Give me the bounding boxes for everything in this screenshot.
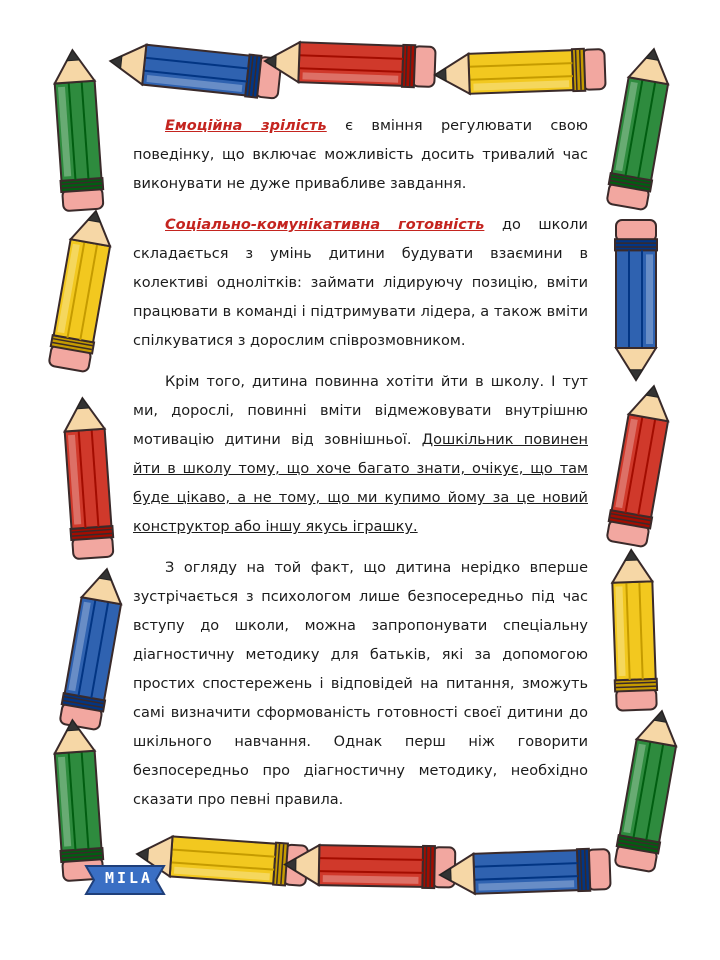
badge-label: MILA [104, 869, 154, 887]
pencil-right-1-green [605, 46, 674, 211]
pencil-right-5-green [613, 708, 682, 873]
paragraph-emotional-maturity [133, 112, 588, 199]
underlined-statement: Дошкільник повинен йти в школу тому, що хоче багато знати, очікує, що там буде цікаво, а не тому, що ми купимо йому за це новий конструктор або іншу якусь іграшку. [133, 432, 588, 535]
term-social-readiness: Соціально-комунікативна готовність [165, 217, 485, 233]
pencil-left-3-red [61, 397, 114, 560]
pencil-left-5-green [51, 719, 104, 882]
pencil-bottom-2-red [285, 844, 456, 889]
pencil-right-3-red [605, 383, 674, 548]
document-body [133, 112, 588, 827]
pencil-top-3-yellow [434, 48, 605, 96]
paragraph-text: є вміння регулювати свою поведінку, що включає можливість досить тривалий час виконувати не дуже привабливе завдання. [133, 118, 588, 192]
term-emotional-maturity: Емоційна зрілість [165, 118, 327, 134]
paragraph-text: Крім того, дитина повинна хотіти йти в школу. І тут ми, дорослі, повинні вміти відмежовувати внутрішню мотивацію дитини від зовнішньої. [133, 374, 588, 448]
pencil-left-1-green [51, 49, 104, 212]
paragraph-diagnostics [133, 554, 588, 815]
paragraph-social-readiness [133, 211, 588, 356]
paragraph-motivation [133, 368, 588, 542]
paragraph-text: З огляду на той факт, що дитина нерідко вперше зустрічається з психологом лише безпосередньо під час вступу до школи, можна запропонувати спеціальну діагностичну методику для батьків, які за допомогою простих спостережень і відповідей на питання, зможуть самі визначити сформованість готовності своєї дитини до шкільного навчання. Однак перш ніж говорити безпосередньо про діагностичну методику, необхідно сказати про певні правила. [133, 560, 588, 808]
pencil-left-2-yellow [47, 208, 116, 373]
pencil-right-2-blue [615, 220, 657, 380]
pencil-top-1-blue [108, 40, 281, 100]
pencil-top-2-red [264, 40, 435, 88]
paragraph-text: до школи складається з умінь дитини будувати взаємини в колективі однолітків: займати лідируючу позицію, вміти працювати в команді і підтримувати лідера, а також вміти спілкуватися з дорослим співрозмовником. [133, 217, 588, 349]
pencil-bottom-3-blue [439, 848, 610, 896]
pencil-left-4-blue [58, 566, 127, 731]
pencil-right-4-yellow [610, 549, 658, 710]
